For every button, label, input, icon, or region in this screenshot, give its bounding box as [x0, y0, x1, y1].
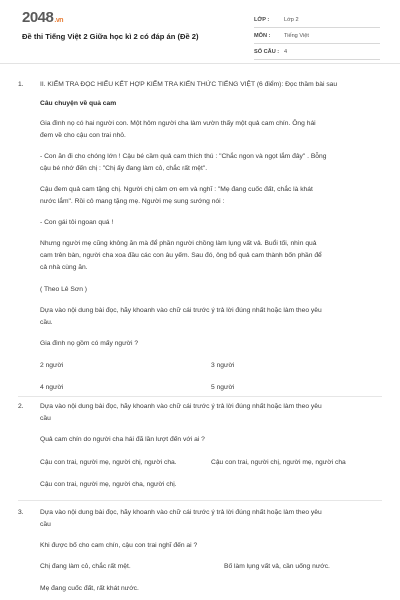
story-title: Câu chuyện về quả cam [40, 100, 117, 107]
question-number: 3. [18, 509, 24, 516]
paragraph-line: Gia đình nọ có hai người con. Một hôm người cha làm vườn thấy một quả cam chín. Ông hái [40, 120, 316, 127]
instruction-line: cầu [40, 415, 51, 422]
question-number: 1. [18, 81, 24, 88]
instruction-line: Dựa vào nội dung bài đọc, hãy khoanh vào chữ cái trước ý trả lời đúng nhất hoặc làm theo yêu [40, 307, 322, 314]
answer-option[interactable]: 5 người [211, 384, 235, 391]
answer-option[interactable]: Chị đang làm cỏ, chắc rất mệt. [40, 563, 131, 570]
meta-table [254, 12, 380, 60]
paragraph-line: cậu bé nhớ đến chị : "Chị ấy đang làm cỏ, chắc rất mệt". [40, 165, 208, 172]
question-number: 2. [18, 403, 24, 410]
paragraph-line: Cậu đem quả cam tặng chị. Người chị cảm ơn em và nghĩ : "Mẹ đang cuốc đất, chắc là khát [40, 186, 313, 193]
meta-key: LỚP : [254, 16, 270, 23]
paragraph-line: đem về cho cậu con trai nhỏ. [40, 132, 126, 139]
site-logo[interactable] [22, 9, 63, 26]
answer-option[interactable]: 2 người [40, 362, 64, 369]
logo-suffix: .vn [54, 17, 63, 24]
question-divider [18, 396, 382, 397]
paragraph-line: cam trên bàn, người cha xoa đầu các con âu yếm. Sau đó, ông bổ quả cam thành bốn phần để [40, 252, 322, 259]
document-title: Đề thi Tiếng Việt 2 Giữa học kì 2 có đáp án (Đề 2) [22, 32, 199, 41]
meta-value: 4 [284, 48, 288, 55]
instruction-line: Dựa vào nội dung bài đọc, hãy khoanh vào chữ cái trước ý trả lời đúng nhất hoặc làm theo yêu [40, 509, 322, 516]
question-text: Gia đình nọ gồm có mấy người ? [40, 340, 139, 347]
logo-text: 2048 [22, 9, 54, 26]
meta-row-subject [254, 28, 380, 44]
instruction-line: cầu. [40, 319, 53, 326]
question-text: Khi được bố cho cam chín, cậu con trai nghĩ đến ai ? [40, 542, 198, 549]
meta-key: MÔN : [254, 32, 271, 39]
answer-option[interactable]: Cậu con trai, người chị, người mẹ, người cha [211, 459, 346, 466]
section-intro: II. KIỂM TRA ĐỌC HIỂU KẾT HỢP KIỂM TRA KIẾN THỨC TIẾNG VIỆT (6 điểm): Đọc thầm bài sau [40, 81, 338, 88]
meta-value: Lớp 2 [284, 16, 299, 23]
answer-option[interactable]: Mẹ đang cuốc đất, rất khát nước. [40, 585, 139, 592]
answer-option[interactable]: Cậu con trai, người mẹ, người cha, người chị. [40, 481, 177, 488]
meta-key: SỐ CÂU : [254, 48, 280, 55]
meta-value: Tiếng Việt [284, 32, 309, 39]
page-header [0, 0, 400, 64]
story-author: ( Theo Lê Sơn ) [40, 286, 88, 293]
answer-option[interactable]: 4 người [40, 384, 64, 391]
paragraph-line: - Con gái tôi ngoan quá ! [40, 219, 114, 226]
instruction-line: Dựa vào nội dung bài đọc, hãy khoanh vào chữ cái trước ý trả lời đúng nhất hoặc làm theo yêu [40, 403, 322, 410]
paragraph-line: cả nhà cùng ăn. [40, 264, 88, 271]
meta-row-count [254, 44, 380, 60]
instruction-line: cầu [40, 521, 51, 528]
answer-option[interactable]: Bố làm lụng vất vả, cần uống nước. [224, 563, 330, 570]
paragraph-line: Nhưng người mẹ cũng không ăn mà để phần người chồng làm lụng vất vả. Buổi tối, nhìn quả [40, 240, 317, 247]
question-divider [18, 500, 382, 501]
question-text: Quả cam chín do người cha hái đã lần lượt đến với ai ? [40, 436, 205, 443]
meta-row-class [254, 12, 380, 28]
paragraph-line: - Con ăn đi cho chóng lớn ! Cậu bé cầm quả cam thích thú : "Chắc ngon và ngọt lắm đây" . Bỗng [40, 153, 327, 160]
paragraph-line: nước lắm". Rồi cô mang tặng mẹ. Người mẹ sung sướng nói : [40, 198, 225, 205]
answer-option[interactable]: 3 người [211, 362, 235, 369]
answer-option[interactable]: Cậu con trai, người mẹ, người chị, người cha. [40, 459, 177, 466]
